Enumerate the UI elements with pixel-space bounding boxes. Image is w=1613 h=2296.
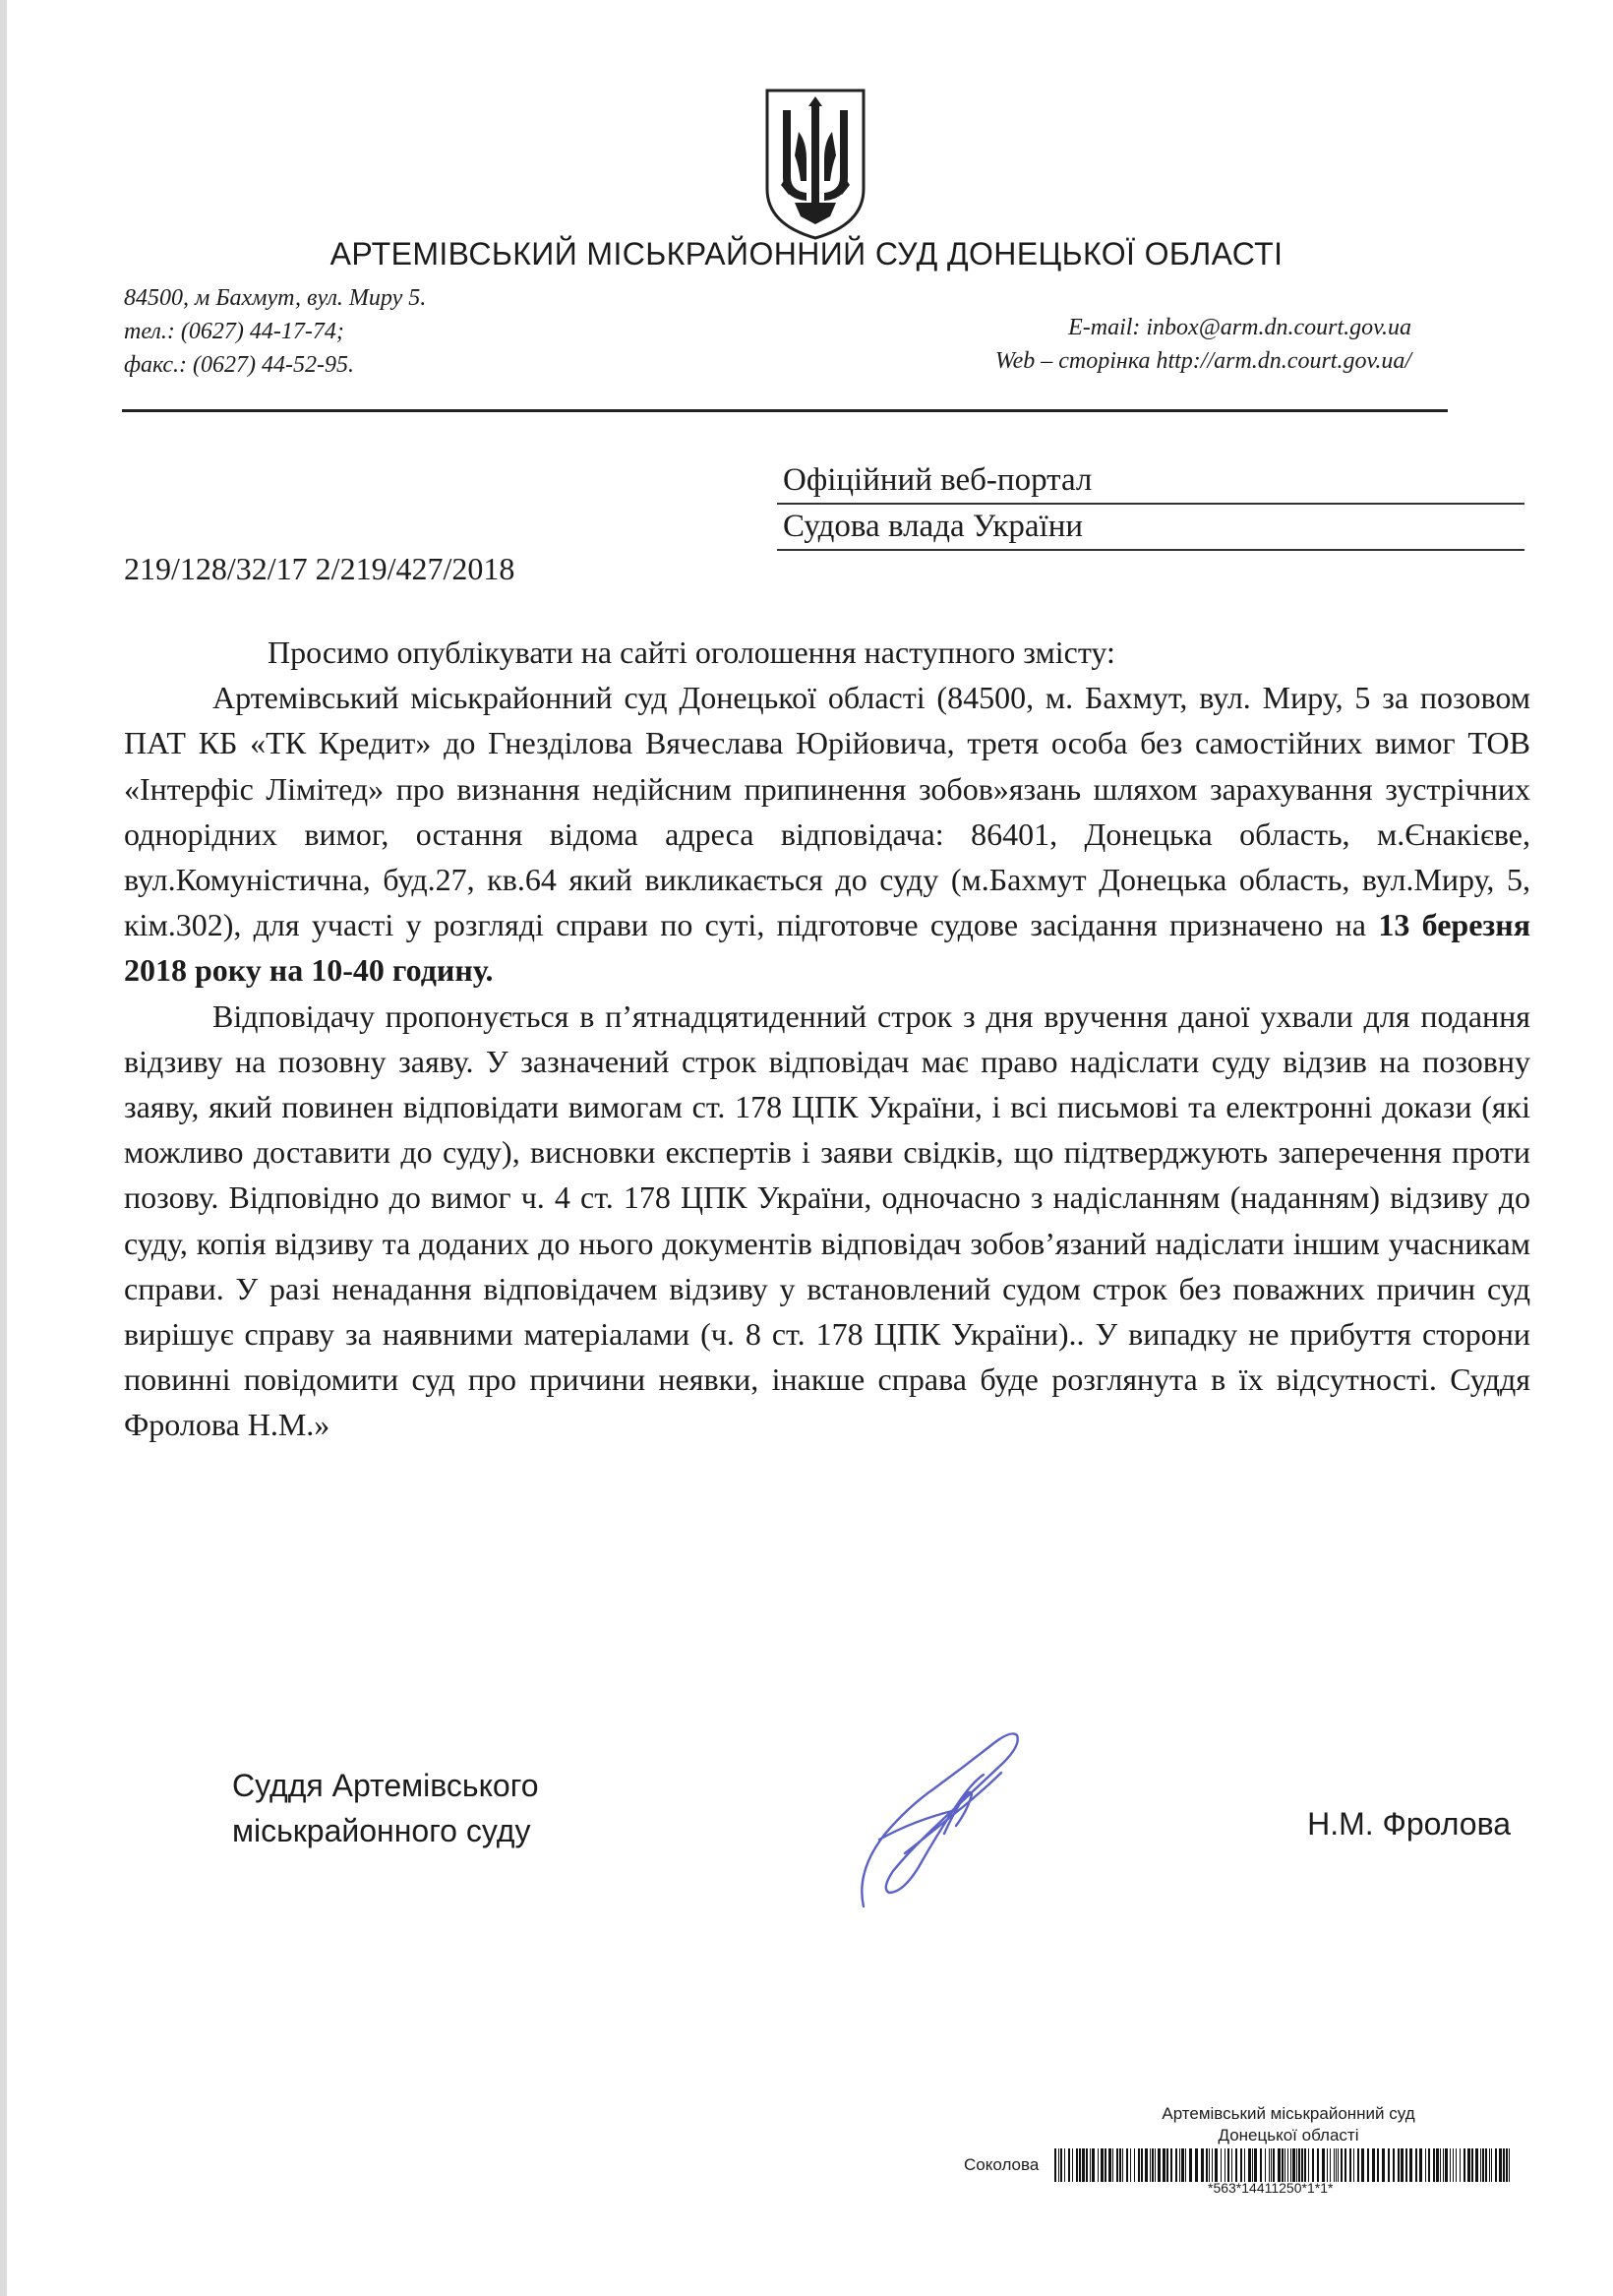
barcode-bar: [1134, 2148, 1135, 2182]
barcode-bar: [1460, 2148, 1461, 2182]
stamp-barcode-row: [964, 2148, 1534, 2182]
judge-title-line-1: Суддя Артемівського: [232, 1768, 539, 1803]
announcement-text: Артемівський міськрайонний суд Донецької області (84500, м. Бахмут, вул. Миру, 5 за позовом ПАТ КБ «ТК Кредит» до Гнезділова Вячеслава Юрійовича, третя особа без самостійних вимог ТОВ «Інтерфіс Лімітед» про визнання недійсним припинення зобов»язань шляхом зарахування зустрічних однорідних вимог, остання відома адреса відповідача: 86401, Донецька область, м.Єнакієве, вул.Комуністична, буд.27, кв.64 який викликається до суду (м.Бахмут Донецька область, вул.Миру, 5, кім.302), для участі у розгляді справи по суті, підготовче судове засідання призначено на: [124, 680, 1530, 943]
barcode-bar: [1227, 2148, 1229, 2182]
barcode-bar: [1209, 2148, 1210, 2182]
contact-block-left: [124, 281, 426, 382]
barcode-bar: [1475, 2148, 1478, 2182]
barcode-bar: [1271, 2148, 1272, 2182]
barcode-bar: [1175, 2148, 1177, 2182]
barcode-bar: [1122, 2148, 1123, 2182]
coat-of-arms-icon: [761, 87, 869, 242]
barcode-bar: [1116, 2148, 1118, 2182]
barcode-bar: [1290, 2148, 1291, 2182]
barcode-bar: [1327, 2148, 1328, 2182]
recipient-block: [777, 458, 1524, 551]
barcode-bar: [1506, 2148, 1508, 2182]
barcode-bar: [1298, 2148, 1300, 2182]
barcode-bar: [1166, 2148, 1168, 2182]
barcode-bar: [1068, 2148, 1070, 2182]
barcode-bar: [1353, 2148, 1354, 2182]
barcode-bar: [1491, 2148, 1492, 2182]
stamp-code: *563*14411250*1*1*: [1208, 2180, 1334, 2196]
court-name: АРТЕМІВСЬКИЙ МІСЬКРАЙОННИЙ СУД ДОНЕЦЬКОЇ ОБЛАСТІ: [329, 236, 1284, 272]
barcode-bar: [1278, 2148, 1281, 2182]
barcode-bar: [1338, 2148, 1339, 2182]
court-phone: тел.: (0627) 44-17-74;: [124, 319, 344, 344]
barcode-bar: [1292, 2148, 1295, 2182]
barcode-bar: [1215, 2148, 1218, 2182]
barcode-bar: [1482, 2148, 1484, 2182]
barcode-bar: [1433, 2148, 1435, 2182]
stamp-sender: Соколова: [964, 2155, 1040, 2174]
barcode-bar: [1155, 2148, 1156, 2182]
barcode-bar: [1269, 2148, 1270, 2182]
barcode-bar: [1330, 2148, 1331, 2182]
barcode-bar: [1503, 2148, 1505, 2182]
barcode-bar: [1405, 2148, 1407, 2182]
scan-edge: [0, 0, 7, 2296]
instructions-paragraph: Відповідачу пропонується в п’ятнадцятиденний строк з дня вручення даної ухвали для подання відзиву на позовну заяву. У зазначений строк відповідач має право надіслати суду відзив на позовну заяву, який повинен відповідати вимогам ст. 178 ЦПК України, і всі письмові та електронні докази (які можливо доставити до суду), висновки експертів і заяви свідків, що підтверджують заперечення проти позову. Відповідно до вимог ч. 4 ст. 178 ЦПК України, одночасно з надісланням (наданням) відзиву до суду, копія відзиву та доданих до нього документів відповідач зобов’язаний надіслати іншим учасникам справи. У разі ненадання відповідачем відзиву у встановлений судом строк без поважних причин суд вирішує справу за наявними матеріалами (ч. 8 ст. 178 ЦПК України).. У випадку не прибуття сторони повинні повідомити суд про причини неявки, інакше справа буде розглянута в їх відсутності. Суддя Фролова Н.М.»: [124, 997, 1530, 1443]
barcode-bar: [1296, 2148, 1297, 2182]
barcode-bar: [1119, 2148, 1121, 2182]
barcode-bar: [1126, 2148, 1128, 2182]
barcode-bar: [1372, 2148, 1375, 2182]
barcode-bar: [1409, 2148, 1412, 2182]
barcode-bar: [1189, 2148, 1192, 2182]
barcode-bar: [1499, 2148, 1502, 2182]
barcode-bar: [1212, 2148, 1213, 2182]
stamp-court-name: [1057, 2103, 1520, 2146]
barcode-bar: [1485, 2148, 1487, 2182]
barcode-bar: [1252, 2148, 1253, 2182]
court-address: 84500, м Бахмут, вул. Миру 5.: [124, 285, 427, 311]
barcode-bar: [1287, 2148, 1288, 2182]
barcode-bar: [1495, 2148, 1497, 2182]
barcode-bar: [1443, 2148, 1444, 2182]
barcode-bar: [1509, 2148, 1510, 2182]
barcode-bar: [1301, 2148, 1303, 2182]
stamp-court-line-2: Донецької області: [1218, 2126, 1359, 2145]
barcode-bar: [1152, 2148, 1154, 2182]
barcode-bar: [1361, 2148, 1364, 2182]
barcode-bar: [1221, 2148, 1222, 2182]
barcode-bar: [1244, 2148, 1245, 2182]
barcode-bar: [1206, 2148, 1208, 2182]
barcode-bar: [1098, 2148, 1099, 2182]
barcode-bar: [1158, 2148, 1161, 2182]
barcode-bar: [1141, 2148, 1143, 2182]
judge-title: [232, 1763, 538, 1853]
barcode-bar: [1428, 2148, 1430, 2182]
barcode-bar: [1489, 2148, 1490, 2182]
barcode-bar: [1450, 2148, 1451, 2182]
barcode-bar: [1440, 2148, 1441, 2182]
barcode-bar: [1235, 2148, 1237, 2182]
intro-paragraph: Просимо опублікувати на сайті оголошення наступного змісту:: [268, 634, 1115, 670]
barcode-bar: [1334, 2148, 1335, 2182]
barcode-bar: [1401, 2148, 1404, 2182]
barcode-bar: [1179, 2148, 1180, 2182]
barcode-bar: [1308, 2148, 1309, 2182]
barcode-bar: [1181, 2148, 1184, 2182]
barcode-bar: [1195, 2148, 1198, 2182]
barcode-bar: [1108, 2148, 1111, 2182]
barcode-bar: [1090, 2148, 1091, 2182]
barcode-bar: [1092, 2148, 1095, 2182]
barcode-bar: [1393, 2148, 1395, 2182]
barcode-bar: [1260, 2148, 1262, 2182]
barcode-bar: [1076, 2148, 1078, 2182]
header-divider: [122, 409, 1448, 412]
barcode-bar: [1101, 2148, 1104, 2182]
barcode-bar: [1367, 2148, 1369, 2182]
handwritten-signature: [846, 1723, 1043, 1920]
barcode-bar: [1163, 2148, 1165, 2182]
barcode-bar: [1357, 2148, 1359, 2182]
court-website: Web – сторінка http://arm.dn.court.gov.ua/: [994, 348, 1411, 374]
barcode-bar: [1382, 2148, 1385, 2182]
barcode-bar: [1185, 2148, 1186, 2182]
judge-name: Н.М. Фролова: [1307, 1806, 1511, 1842]
recipient-line-2: Судова влада України: [777, 505, 1524, 551]
barcode-bar: [1145, 2148, 1148, 2182]
barcode-bar: [1231, 2148, 1232, 2182]
barcode-bar: [1415, 2148, 1417, 2182]
barcode-bar: [1471, 2148, 1473, 2182]
barcode-bar: [1398, 2148, 1400, 2182]
barcode-bar: [1480, 2148, 1481, 2182]
barcode-bar: [1425, 2148, 1426, 2182]
barcode-bar: [1058, 2148, 1059, 2182]
hearing-date: 13 березня 2018 року на 10-40 годину.: [124, 907, 1531, 989]
barcode-bar: [1377, 2148, 1379, 2182]
letter-body: [124, 630, 1530, 1448]
barcode-bar: [1341, 2148, 1343, 2182]
barcode-bar: [1248, 2148, 1251, 2182]
barcode-bar: [1273, 2148, 1275, 2182]
barcode-bar: [1464, 2148, 1465, 2182]
barcode-bar: [1388, 2148, 1390, 2182]
barcode-bar: [1419, 2148, 1422, 2182]
stamp-court-line-1: Артемівський міськрайонний суд: [1162, 2104, 1415, 2123]
reference-number: 219/128/32/17 2/219/427/2018: [124, 551, 515, 586]
barcode-bar: [1467, 2148, 1470, 2182]
barcode-bar: [1240, 2148, 1242, 2182]
barcode-bar: [1282, 2148, 1284, 2182]
barcode-bar: [1322, 2148, 1325, 2182]
barcode-bar: [1105, 2148, 1106, 2182]
recipient-line-1: Офіційний веб-портал: [777, 458, 1524, 505]
barcode-bar: [1445, 2148, 1448, 2182]
barcode-bar: [1060, 2148, 1062, 2182]
barcode-bar: [1336, 2148, 1337, 2182]
barcode-bar: [1138, 2148, 1140, 2182]
barcode-bar: [1453, 2148, 1454, 2182]
barcode-bar: [1130, 2148, 1131, 2182]
barcode-bar: [1312, 2148, 1314, 2182]
judge-title-line-2: міськрайонного суду: [232, 1813, 531, 1848]
registration-stamp: [964, 2103, 1534, 2196]
barcode-bar: [1170, 2148, 1172, 2182]
barcode: [1052, 2148, 1517, 2182]
barcode-bar: [1079, 2148, 1081, 2182]
barcode-bar: [1456, 2148, 1457, 2182]
contact-block-right: [995, 311, 1411, 378]
barcode-bar: [1349, 2148, 1351, 2182]
barcode-bar: [1254, 2148, 1257, 2182]
barcode-bar: [1150, 2148, 1151, 2182]
court-email: E-mail: inbox@arm.dn.court.gov.ua: [1068, 315, 1411, 340]
barcode-bar: [1112, 2148, 1113, 2182]
announcement-paragraph: [124, 675, 1530, 993]
barcode-bar: [1436, 2148, 1439, 2182]
barcode-bar: [1284, 2148, 1285, 2182]
barcode-bar: [1304, 2148, 1306, 2182]
barcode-bar: [1072, 2148, 1073, 2182]
barcode-bar: [1201, 2148, 1204, 2182]
barcode-bar: [1064, 2148, 1065, 2182]
court-fax: факс.: (0627) 44-52-95.: [124, 352, 354, 378]
barcode-bar: [1082, 2148, 1085, 2182]
barcode-bar: [1086, 2148, 1088, 2182]
barcode-bar: [1344, 2148, 1346, 2182]
barcode-bar: [1265, 2148, 1266, 2182]
barcode-bar: [1317, 2148, 1319, 2182]
barcode-bar: [1054, 2148, 1056, 2182]
